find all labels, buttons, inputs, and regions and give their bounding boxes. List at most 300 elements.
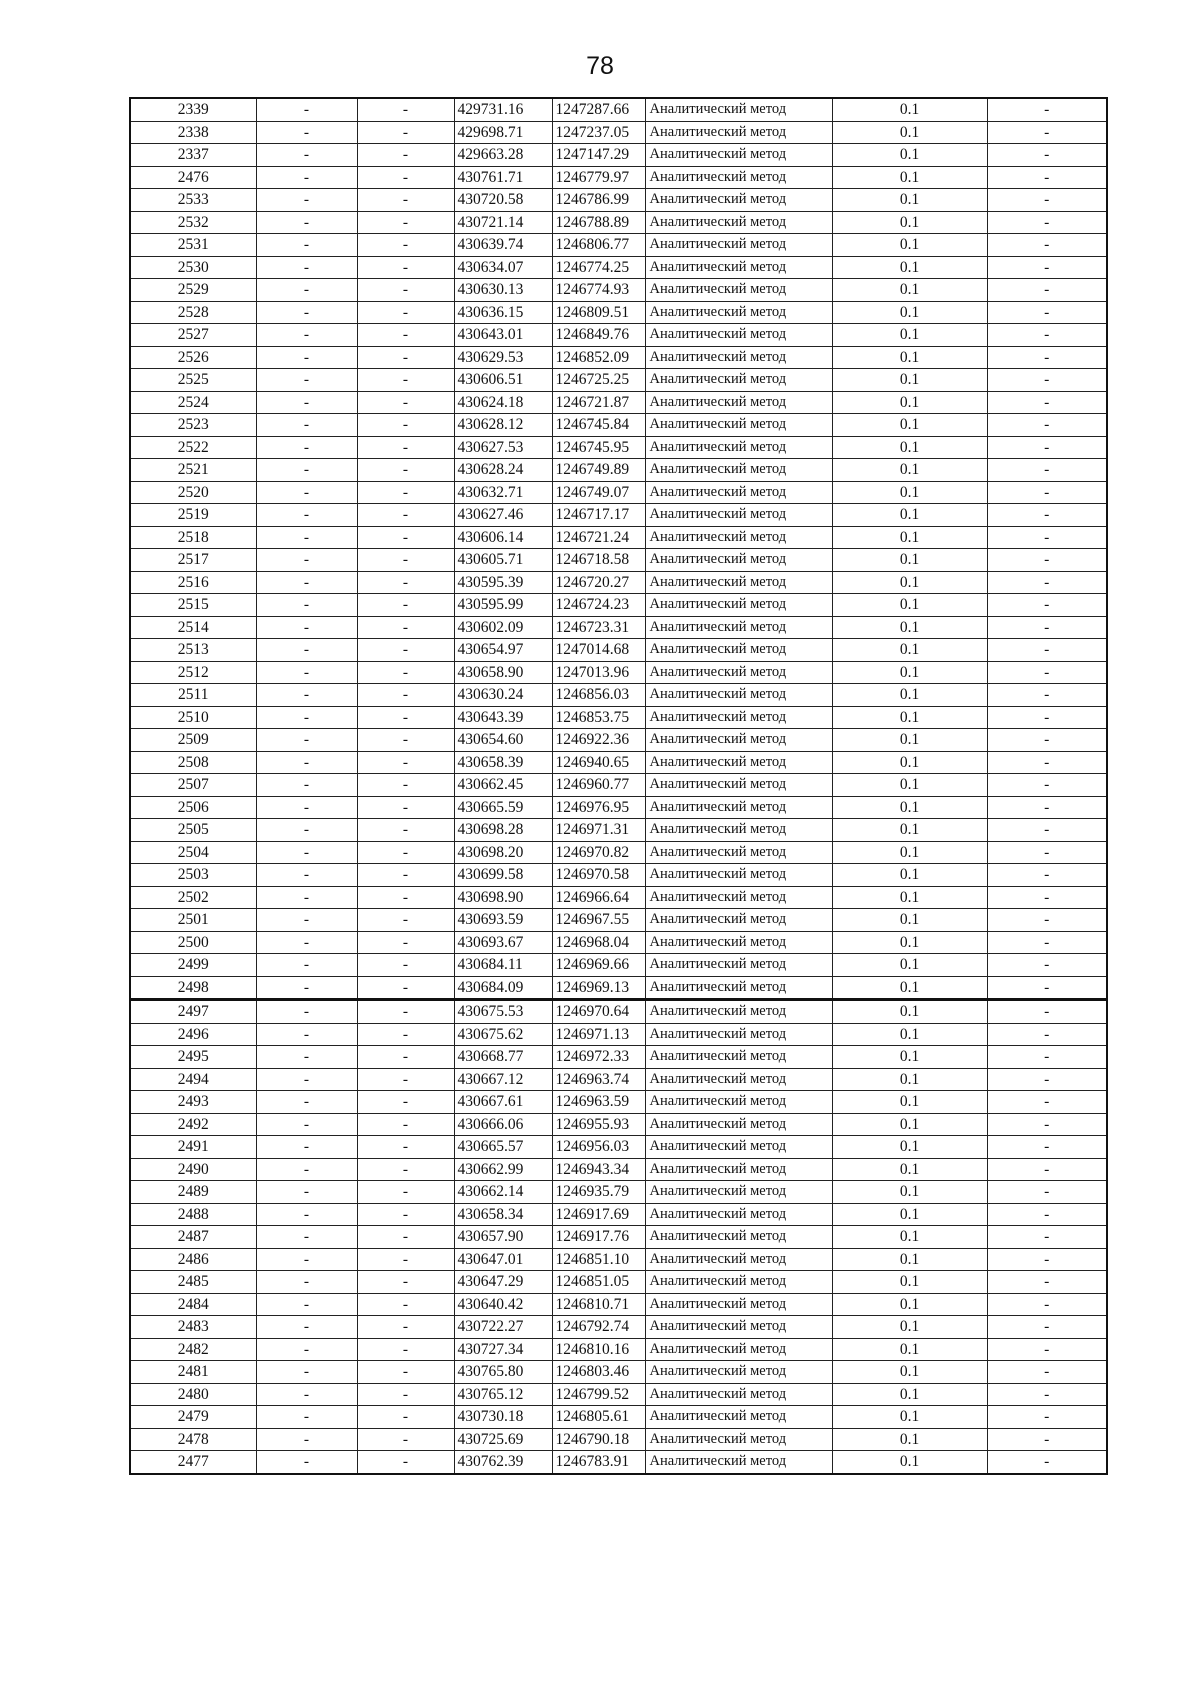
note-cell: - [987, 526, 1107, 549]
note-cell: - [987, 954, 1107, 977]
point-number-cell: 2482 [130, 1338, 256, 1361]
accuracy-cell: 0.1 [832, 1136, 987, 1159]
y-coordinate-cell: 1246970.64 [552, 1000, 645, 1024]
y-coordinate-cell: 1246749.07 [552, 481, 645, 504]
point-number-cell: 2485 [130, 1271, 256, 1294]
point-number-cell: 2522 [130, 436, 256, 459]
x-coordinate-cell: 430658.34 [454, 1203, 552, 1226]
table-row [130, 436, 1107, 459]
method-cell: Аналитический метод [645, 121, 832, 144]
method-cell: Аналитический метод [645, 391, 832, 414]
note-cell: - [987, 1136, 1107, 1159]
x-coordinate-cell: 429698.71 [454, 121, 552, 144]
point-number-cell: 2533 [130, 189, 256, 212]
method-cell: Аналитический метод [645, 886, 832, 909]
table-row [130, 841, 1107, 864]
accuracy-cell: 0.1 [832, 346, 987, 369]
y-coordinate-cell: 1246917.76 [552, 1226, 645, 1249]
table-row [130, 549, 1107, 572]
empty-cell-b: - [357, 144, 454, 167]
empty-cell-b: - [357, 1158, 454, 1181]
table-row [130, 729, 1107, 752]
point-number-cell: 2495 [130, 1046, 256, 1069]
accuracy-cell: 0.1 [832, 211, 987, 234]
empty-cell-a: - [256, 751, 357, 774]
accuracy-cell: 0.1 [832, 706, 987, 729]
note-cell: - [987, 166, 1107, 189]
table-row [130, 391, 1107, 414]
note-cell: - [987, 774, 1107, 797]
x-coordinate-cell: 430693.59 [454, 909, 552, 932]
y-coordinate-cell: 1246799.52 [552, 1383, 645, 1406]
table-row [130, 616, 1107, 639]
y-coordinate-cell: 1246971.13 [552, 1023, 645, 1046]
table-row [130, 594, 1107, 617]
empty-cell-a: - [256, 1428, 357, 1451]
accuracy-cell: 0.1 [832, 594, 987, 617]
y-coordinate-cell: 1246803.46 [552, 1361, 645, 1384]
empty-cell-b: - [357, 796, 454, 819]
method-cell: Аналитический метод [645, 571, 832, 594]
accuracy-cell: 0.1 [832, 886, 987, 909]
table-row [130, 1023, 1107, 1046]
method-cell: Аналитический метод [645, 1023, 832, 1046]
empty-cell-b: - [357, 1203, 454, 1226]
empty-cell-a: - [256, 98, 357, 121]
point-number-cell: 2490 [130, 1158, 256, 1181]
y-coordinate-cell: 1246717.17 [552, 504, 645, 527]
note-cell: - [987, 661, 1107, 684]
x-coordinate-cell: 430602.09 [454, 616, 552, 639]
point-number-cell: 2339 [130, 98, 256, 121]
empty-cell-b: - [357, 436, 454, 459]
table-row [130, 279, 1107, 302]
point-number-cell: 2523 [130, 414, 256, 437]
method-cell: Аналитический метод [645, 616, 832, 639]
y-coordinate-cell: 1246724.23 [552, 594, 645, 617]
table-row [130, 706, 1107, 729]
table-row [130, 1248, 1107, 1271]
y-coordinate-cell: 1246955.93 [552, 1113, 645, 1136]
method-cell: Аналитический метод [645, 98, 832, 121]
point-number-cell: 2507 [130, 774, 256, 797]
accuracy-cell: 0.1 [832, 909, 987, 932]
x-coordinate-cell: 430606.14 [454, 526, 552, 549]
x-coordinate-cell: 430765.80 [454, 1361, 552, 1384]
note-cell: - [987, 751, 1107, 774]
y-coordinate-cell: 1246935.79 [552, 1181, 645, 1204]
table-row [130, 1428, 1107, 1451]
accuracy-cell: 0.1 [832, 1428, 987, 1451]
note-cell: - [987, 234, 1107, 257]
empty-cell-b: - [357, 729, 454, 752]
empty-cell-a: - [256, 1046, 357, 1069]
x-coordinate-cell: 430765.12 [454, 1383, 552, 1406]
empty-cell-a: - [256, 571, 357, 594]
empty-cell-a: - [256, 481, 357, 504]
table-row [130, 886, 1107, 909]
y-coordinate-cell: 1247287.66 [552, 98, 645, 121]
point-number-cell: 2504 [130, 841, 256, 864]
method-cell: Аналитический метод [645, 279, 832, 302]
point-number-cell: 2491 [130, 1136, 256, 1159]
note-cell: - [987, 279, 1107, 302]
x-coordinate-cell: 430627.46 [454, 504, 552, 527]
empty-cell-b: - [357, 976, 454, 1000]
table-row [130, 819, 1107, 842]
accuracy-cell: 0.1 [832, 751, 987, 774]
accuracy-cell: 0.1 [832, 1406, 987, 1429]
empty-cell-b: - [357, 1136, 454, 1159]
empty-cell-a: - [256, 886, 357, 909]
table-row [130, 1338, 1107, 1361]
empty-cell-a: - [256, 1226, 357, 1249]
method-cell: Аналитический метод [645, 751, 832, 774]
accuracy-cell: 0.1 [832, 549, 987, 572]
method-cell: Аналитический метод [645, 774, 832, 797]
accuracy-cell: 0.1 [832, 661, 987, 684]
empty-cell-b: - [357, 909, 454, 932]
x-coordinate-cell: 429663.28 [454, 144, 552, 167]
y-coordinate-cell: 1247013.96 [552, 661, 645, 684]
x-coordinate-cell: 430640.42 [454, 1293, 552, 1316]
empty-cell-b: - [357, 414, 454, 437]
empty-cell-a: - [256, 796, 357, 819]
accuracy-cell: 0.1 [832, 526, 987, 549]
empty-cell-a: - [256, 121, 357, 144]
point-number-cell: 2488 [130, 1203, 256, 1226]
page-number: 78 [586, 52, 614, 80]
accuracy-cell: 0.1 [832, 1383, 987, 1406]
table-row [130, 1293, 1107, 1316]
x-coordinate-cell: 430665.57 [454, 1136, 552, 1159]
empty-cell-b: - [357, 1293, 454, 1316]
accuracy-cell: 0.1 [832, 1271, 987, 1294]
empty-cell-a: - [256, 459, 357, 482]
accuracy-cell: 0.1 [832, 301, 987, 324]
y-coordinate-cell: 1246721.24 [552, 526, 645, 549]
table-row [130, 1113, 1107, 1136]
accuracy-cell: 0.1 [832, 1068, 987, 1091]
method-cell: Аналитический метод [645, 1451, 832, 1474]
accuracy-cell: 0.1 [832, 1226, 987, 1249]
note-cell: - [987, 189, 1107, 212]
accuracy-cell: 0.1 [832, 1000, 987, 1024]
x-coordinate-cell: 430654.97 [454, 639, 552, 662]
y-coordinate-cell: 1246810.71 [552, 1293, 645, 1316]
table-row [130, 346, 1107, 369]
point-number-cell: 2496 [130, 1023, 256, 1046]
method-cell: Аналитический метод [645, 1406, 832, 1429]
accuracy-cell: 0.1 [832, 121, 987, 144]
method-cell: Аналитический метод [645, 346, 832, 369]
note-cell: - [987, 684, 1107, 707]
accuracy-cell: 0.1 [832, 166, 987, 189]
x-coordinate-cell: 430762.39 [454, 1451, 552, 1474]
note-cell: - [987, 549, 1107, 572]
y-coordinate-cell: 1246969.66 [552, 954, 645, 977]
method-cell: Аналитический метод [645, 841, 832, 864]
note-cell: - [987, 414, 1107, 437]
empty-cell-b: - [357, 1316, 454, 1339]
x-coordinate-cell: 430643.01 [454, 324, 552, 347]
point-number-cell: 2505 [130, 819, 256, 842]
y-coordinate-cell: 1246963.74 [552, 1068, 645, 1091]
empty-cell-b: - [357, 526, 454, 549]
empty-cell-a: - [256, 1091, 357, 1114]
note-cell: - [987, 1383, 1107, 1406]
coordinates-table [129, 97, 1108, 1475]
point-number-cell: 2481 [130, 1361, 256, 1384]
method-cell: Аналитический метод [645, 819, 832, 842]
method-cell: Аналитический метод [645, 1158, 832, 1181]
method-cell: Аналитический метод [645, 661, 832, 684]
x-coordinate-cell: 430668.77 [454, 1046, 552, 1069]
note-cell: - [987, 459, 1107, 482]
method-cell: Аналитический метод [645, 864, 832, 887]
note-cell: - [987, 1271, 1107, 1294]
empty-cell-a: - [256, 414, 357, 437]
point-number-cell: 2502 [130, 886, 256, 909]
x-coordinate-cell: 430658.39 [454, 751, 552, 774]
empty-cell-b: - [357, 256, 454, 279]
point-number-cell: 2524 [130, 391, 256, 414]
note-cell: - [987, 346, 1107, 369]
table-row [130, 1068, 1107, 1091]
method-cell: Аналитический метод [645, 1226, 832, 1249]
empty-cell-b: - [357, 639, 454, 662]
table-row [130, 121, 1107, 144]
point-number-cell: 2513 [130, 639, 256, 662]
empty-cell-a: - [256, 346, 357, 369]
method-cell: Аналитический метод [645, 459, 832, 482]
empty-cell-a: - [256, 729, 357, 752]
y-coordinate-cell: 1246774.25 [552, 256, 645, 279]
empty-cell-b: - [357, 751, 454, 774]
x-coordinate-cell: 430634.07 [454, 256, 552, 279]
method-cell: Аналитический метод [645, 706, 832, 729]
method-cell: Аналитический метод [645, 684, 832, 707]
note-cell: - [987, 729, 1107, 752]
point-number-cell: 2509 [130, 729, 256, 752]
x-coordinate-cell: 430647.01 [454, 1248, 552, 1271]
x-coordinate-cell: 430662.14 [454, 1181, 552, 1204]
method-cell: Аналитический метод [645, 1383, 832, 1406]
empty-cell-a: - [256, 279, 357, 302]
method-cell: Аналитический метод [645, 301, 832, 324]
empty-cell-b: - [357, 1023, 454, 1046]
empty-cell-b: - [357, 819, 454, 842]
empty-cell-b: - [357, 189, 454, 212]
empty-cell-b: - [357, 211, 454, 234]
accuracy-cell: 0.1 [832, 1451, 987, 1474]
point-number-cell: 2520 [130, 481, 256, 504]
x-coordinate-cell: 430624.18 [454, 391, 552, 414]
accuracy-cell: 0.1 [832, 189, 987, 212]
table-row [130, 1181, 1107, 1204]
method-cell: Аналитический метод [645, 1046, 832, 1069]
table-row [130, 1136, 1107, 1159]
accuracy-cell: 0.1 [832, 1158, 987, 1181]
x-coordinate-cell: 430684.11 [454, 954, 552, 977]
note-cell: - [987, 436, 1107, 459]
y-coordinate-cell: 1246779.97 [552, 166, 645, 189]
accuracy-cell: 0.1 [832, 1293, 987, 1316]
empty-cell-a: - [256, 1023, 357, 1046]
y-coordinate-cell: 1246967.55 [552, 909, 645, 932]
y-coordinate-cell: 1246810.16 [552, 1338, 645, 1361]
method-cell: Аналитический метод [645, 1203, 832, 1226]
table-row [130, 211, 1107, 234]
x-coordinate-cell: 430595.39 [454, 571, 552, 594]
empty-cell-b: - [357, 886, 454, 909]
table-row [130, 909, 1107, 932]
accuracy-cell: 0.1 [832, 459, 987, 482]
table-row [130, 256, 1107, 279]
note-cell: - [987, 1406, 1107, 1429]
empty-cell-b: - [357, 481, 454, 504]
note-cell: - [987, 211, 1107, 234]
table-row [130, 98, 1107, 121]
point-number-cell: 2478 [130, 1428, 256, 1451]
empty-cell-b: - [357, 1338, 454, 1361]
table-row [130, 324, 1107, 347]
x-coordinate-cell: 430605.71 [454, 549, 552, 572]
method-cell: Аналитический метод [645, 436, 832, 459]
point-number-cell: 2337 [130, 144, 256, 167]
y-coordinate-cell: 1246809.51 [552, 301, 645, 324]
method-cell: Аналитический метод [645, 909, 832, 932]
method-cell: Аналитический метод [645, 1316, 832, 1339]
empty-cell-b: - [357, 549, 454, 572]
y-coordinate-cell: 1246943.34 [552, 1158, 645, 1181]
y-coordinate-cell: 1246853.75 [552, 706, 645, 729]
table-row [130, 1226, 1107, 1249]
note-cell: - [987, 796, 1107, 819]
accuracy-cell: 0.1 [832, 1248, 987, 1271]
y-coordinate-cell: 1246806.77 [552, 234, 645, 257]
empty-cell-a: - [256, 661, 357, 684]
empty-cell-a: - [256, 616, 357, 639]
table-row [130, 1361, 1107, 1384]
table-row [130, 504, 1107, 527]
table-row [130, 864, 1107, 887]
accuracy-cell: 0.1 [832, 324, 987, 347]
accuracy-cell: 0.1 [832, 774, 987, 797]
y-coordinate-cell: 1246917.69 [552, 1203, 645, 1226]
note-cell: - [987, 1203, 1107, 1226]
empty-cell-a: - [256, 954, 357, 977]
note-cell: - [987, 1316, 1107, 1339]
method-cell: Аналитический метод [645, 234, 832, 257]
point-number-cell: 2512 [130, 661, 256, 684]
x-coordinate-cell: 430698.28 [454, 819, 552, 842]
y-coordinate-cell: 1246745.95 [552, 436, 645, 459]
table-row [130, 1158, 1107, 1181]
empty-cell-b: - [357, 1383, 454, 1406]
note-cell: - [987, 391, 1107, 414]
empty-cell-b: - [357, 1451, 454, 1474]
point-number-cell: 2525 [130, 369, 256, 392]
note-cell: - [987, 1046, 1107, 1069]
x-coordinate-cell: 430654.60 [454, 729, 552, 752]
accuracy-cell: 0.1 [832, 1203, 987, 1226]
empty-cell-a: - [256, 1338, 357, 1361]
accuracy-cell: 0.1 [832, 571, 987, 594]
method-cell: Аналитический метод [645, 256, 832, 279]
y-coordinate-cell: 1246968.04 [552, 931, 645, 954]
empty-cell-b: - [357, 684, 454, 707]
empty-cell-a: - [256, 1383, 357, 1406]
empty-cell-b: - [357, 931, 454, 954]
method-cell: Аналитический метод [645, 414, 832, 437]
x-coordinate-cell: 430630.13 [454, 279, 552, 302]
empty-cell-a: - [256, 234, 357, 257]
note-cell: - [987, 121, 1107, 144]
method-cell: Аналитический метод [645, 1113, 832, 1136]
note-cell: - [987, 1023, 1107, 1046]
table-row [130, 1451, 1107, 1474]
accuracy-cell: 0.1 [832, 1046, 987, 1069]
method-cell: Аналитический метод [645, 481, 832, 504]
method-cell: Аналитический метод [645, 166, 832, 189]
accuracy-cell: 0.1 [832, 729, 987, 752]
empty-cell-a: - [256, 1181, 357, 1204]
point-number-cell: 2494 [130, 1068, 256, 1091]
empty-cell-b: - [357, 1046, 454, 1069]
empty-cell-b: - [357, 774, 454, 797]
x-coordinate-cell: 430675.62 [454, 1023, 552, 1046]
y-coordinate-cell: 1247237.05 [552, 121, 645, 144]
empty-cell-a: - [256, 1000, 357, 1024]
table-body [130, 98, 1107, 1474]
empty-cell-b: - [357, 459, 454, 482]
empty-cell-b: - [357, 661, 454, 684]
note-cell: - [987, 639, 1107, 662]
x-coordinate-cell: 430647.29 [454, 1271, 552, 1294]
y-coordinate-cell: 1246970.82 [552, 841, 645, 864]
note-cell: - [987, 256, 1107, 279]
empty-cell-a: - [256, 1248, 357, 1271]
empty-cell-a: - [256, 841, 357, 864]
point-number-cell: 2480 [130, 1383, 256, 1406]
empty-cell-b: - [357, 571, 454, 594]
method-cell: Аналитический метод [645, 1428, 832, 1451]
note-cell: - [987, 1226, 1107, 1249]
empty-cell-a: - [256, 819, 357, 842]
y-coordinate-cell: 1246966.64 [552, 886, 645, 909]
table-row [130, 166, 1107, 189]
point-number-cell: 2497 [130, 1000, 256, 1024]
empty-cell-a: - [256, 369, 357, 392]
note-cell: - [987, 819, 1107, 842]
table-row [130, 661, 1107, 684]
empty-cell-b: - [357, 1428, 454, 1451]
note-cell: - [987, 481, 1107, 504]
y-coordinate-cell: 1246856.03 [552, 684, 645, 707]
y-coordinate-cell: 1246971.31 [552, 819, 645, 842]
method-cell: Аналитический метод [645, 144, 832, 167]
point-number-cell: 2487 [130, 1226, 256, 1249]
empty-cell-b: - [357, 1271, 454, 1294]
note-cell: - [987, 976, 1107, 1000]
x-coordinate-cell: 430666.06 [454, 1113, 552, 1136]
x-coordinate-cell: 430662.45 [454, 774, 552, 797]
y-coordinate-cell: 1246792.74 [552, 1316, 645, 1339]
point-number-cell: 2527 [130, 324, 256, 347]
point-number-cell: 2479 [130, 1406, 256, 1429]
empty-cell-a: - [256, 594, 357, 617]
